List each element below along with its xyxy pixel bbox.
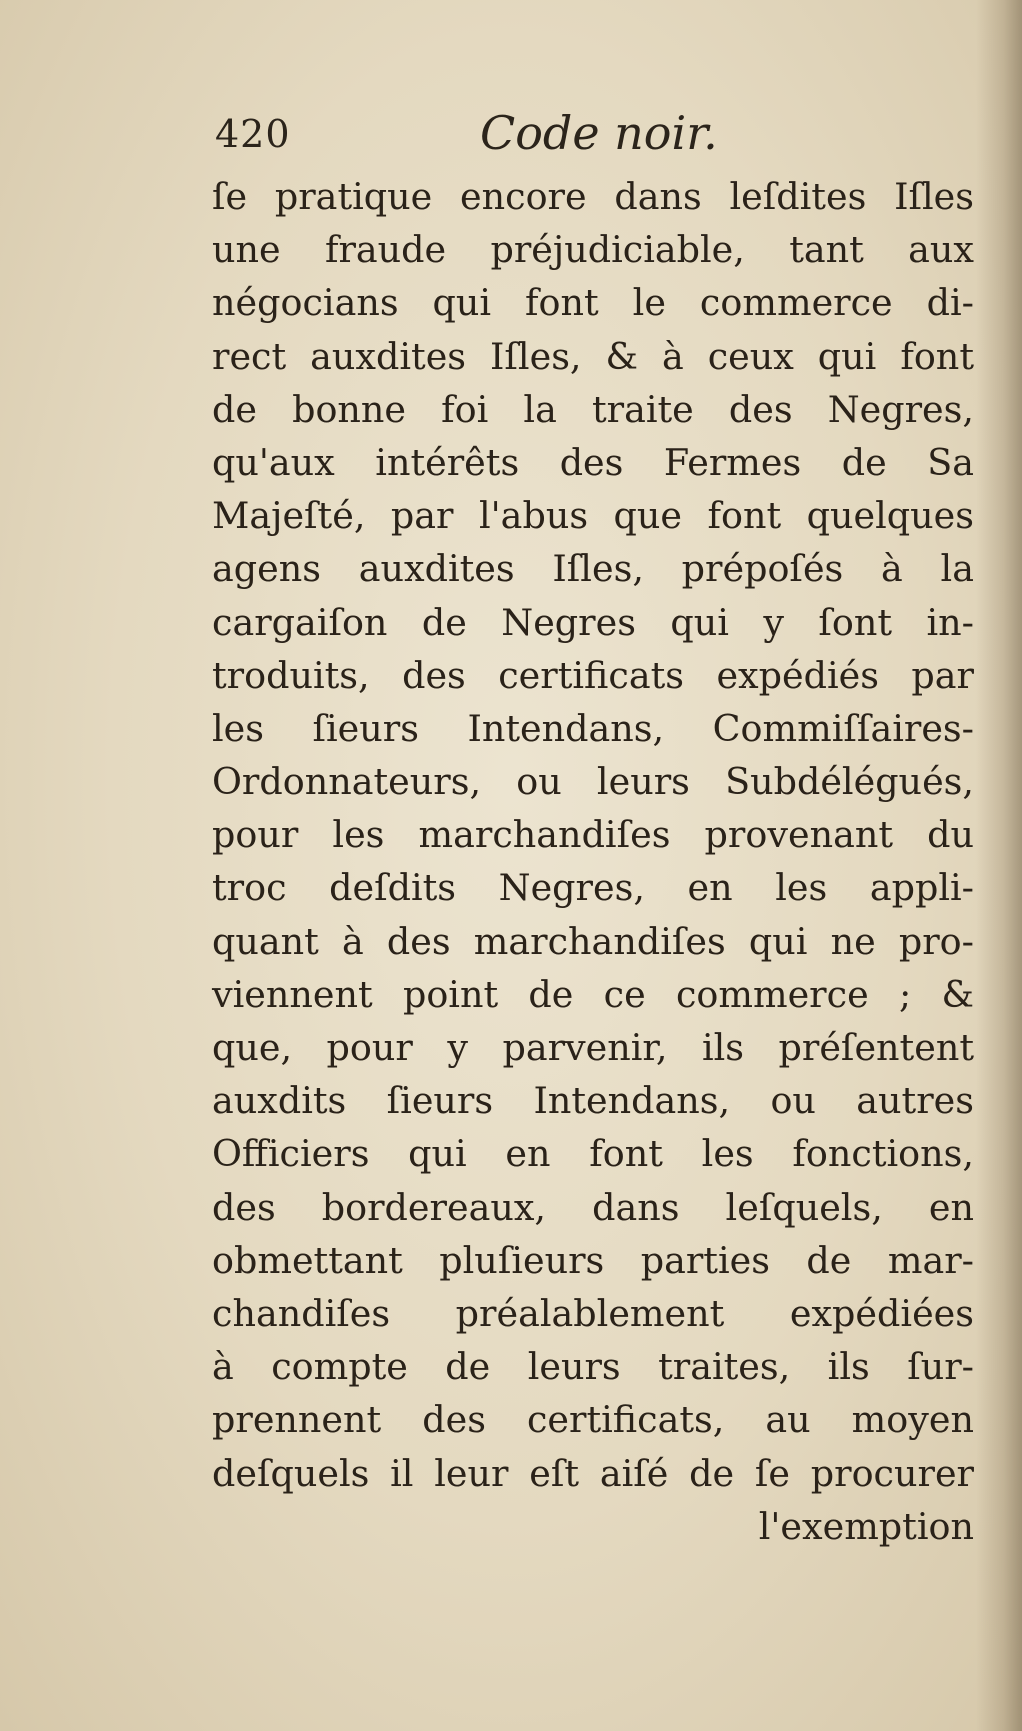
body-text: [212, 170, 974, 1553]
text-line: de bonne foi la traite des Negres,: [212, 387, 974, 431]
text-line: auxdits ſieurs Intendans, ou autres: [212, 1079, 974, 1123]
text-line: chandiſes préalablement expédiées: [212, 1291, 974, 1335]
text-line: troduits, des certificats expédiés par: [212, 653, 974, 697]
text-line: quant à des marchandiſes qui ne pro-: [212, 919, 974, 963]
text-line: prennent des certificats, au moyen: [212, 1398, 974, 1442]
text-line: viennent point de ce commerce ; &: [212, 972, 974, 1016]
page-header: [215, 106, 975, 172]
text-line: troc deſdits Negres, en les appli-: [212, 866, 974, 910]
text-line: deſquels il leur eſt aiſé de ſe procurer: [212, 1451, 974, 1495]
catchword: l'exemption: [758, 1504, 974, 1548]
text-line: rect auxdites Iſles, & à ceux qui font: [212, 334, 974, 378]
text-line: qu'aux intérêts des Fermes de Sa: [212, 440, 974, 484]
text-line: agens auxdites Iſles, prépoſés à la: [212, 547, 974, 591]
text-line: une fraude préjudiciable, tant aux: [212, 228, 974, 272]
text-line: que, pour y parvenir, ils préſentent: [212, 1026, 974, 1069]
text-line: ſe pratique encore dans leſdites Iſles: [212, 175, 974, 218]
text-line: obmettant pluſieurs parties de mar-: [212, 1238, 974, 1282]
text-line: cargaiſon de Negres qui y ſont in-: [212, 600, 974, 644]
page-number: 420: [215, 112, 291, 156]
text-line: Ordonnateurs, ou leurs Subdélégués,: [212, 760, 974, 804]
text-line: les ſieurs Intendans, Commiſſaires-: [212, 706, 974, 750]
page-gutter-shadow: [976, 0, 1022, 1731]
text-line: négocians qui font le commerce di-: [212, 281, 974, 325]
running-title: Code noir.: [480, 106, 718, 160]
text-line: Officiers qui en font les fonctions,: [212, 1132, 974, 1176]
text-line: pour les marchandiſes provenant du: [212, 813, 974, 857]
text-line: à compte de leurs traites, ils ſur-: [212, 1345, 974, 1389]
text-line: des bordereaux, dans leſquels, en: [212, 1185, 974, 1229]
text-line: Majeſté, par l'abus que font quelques: [212, 494, 974, 538]
